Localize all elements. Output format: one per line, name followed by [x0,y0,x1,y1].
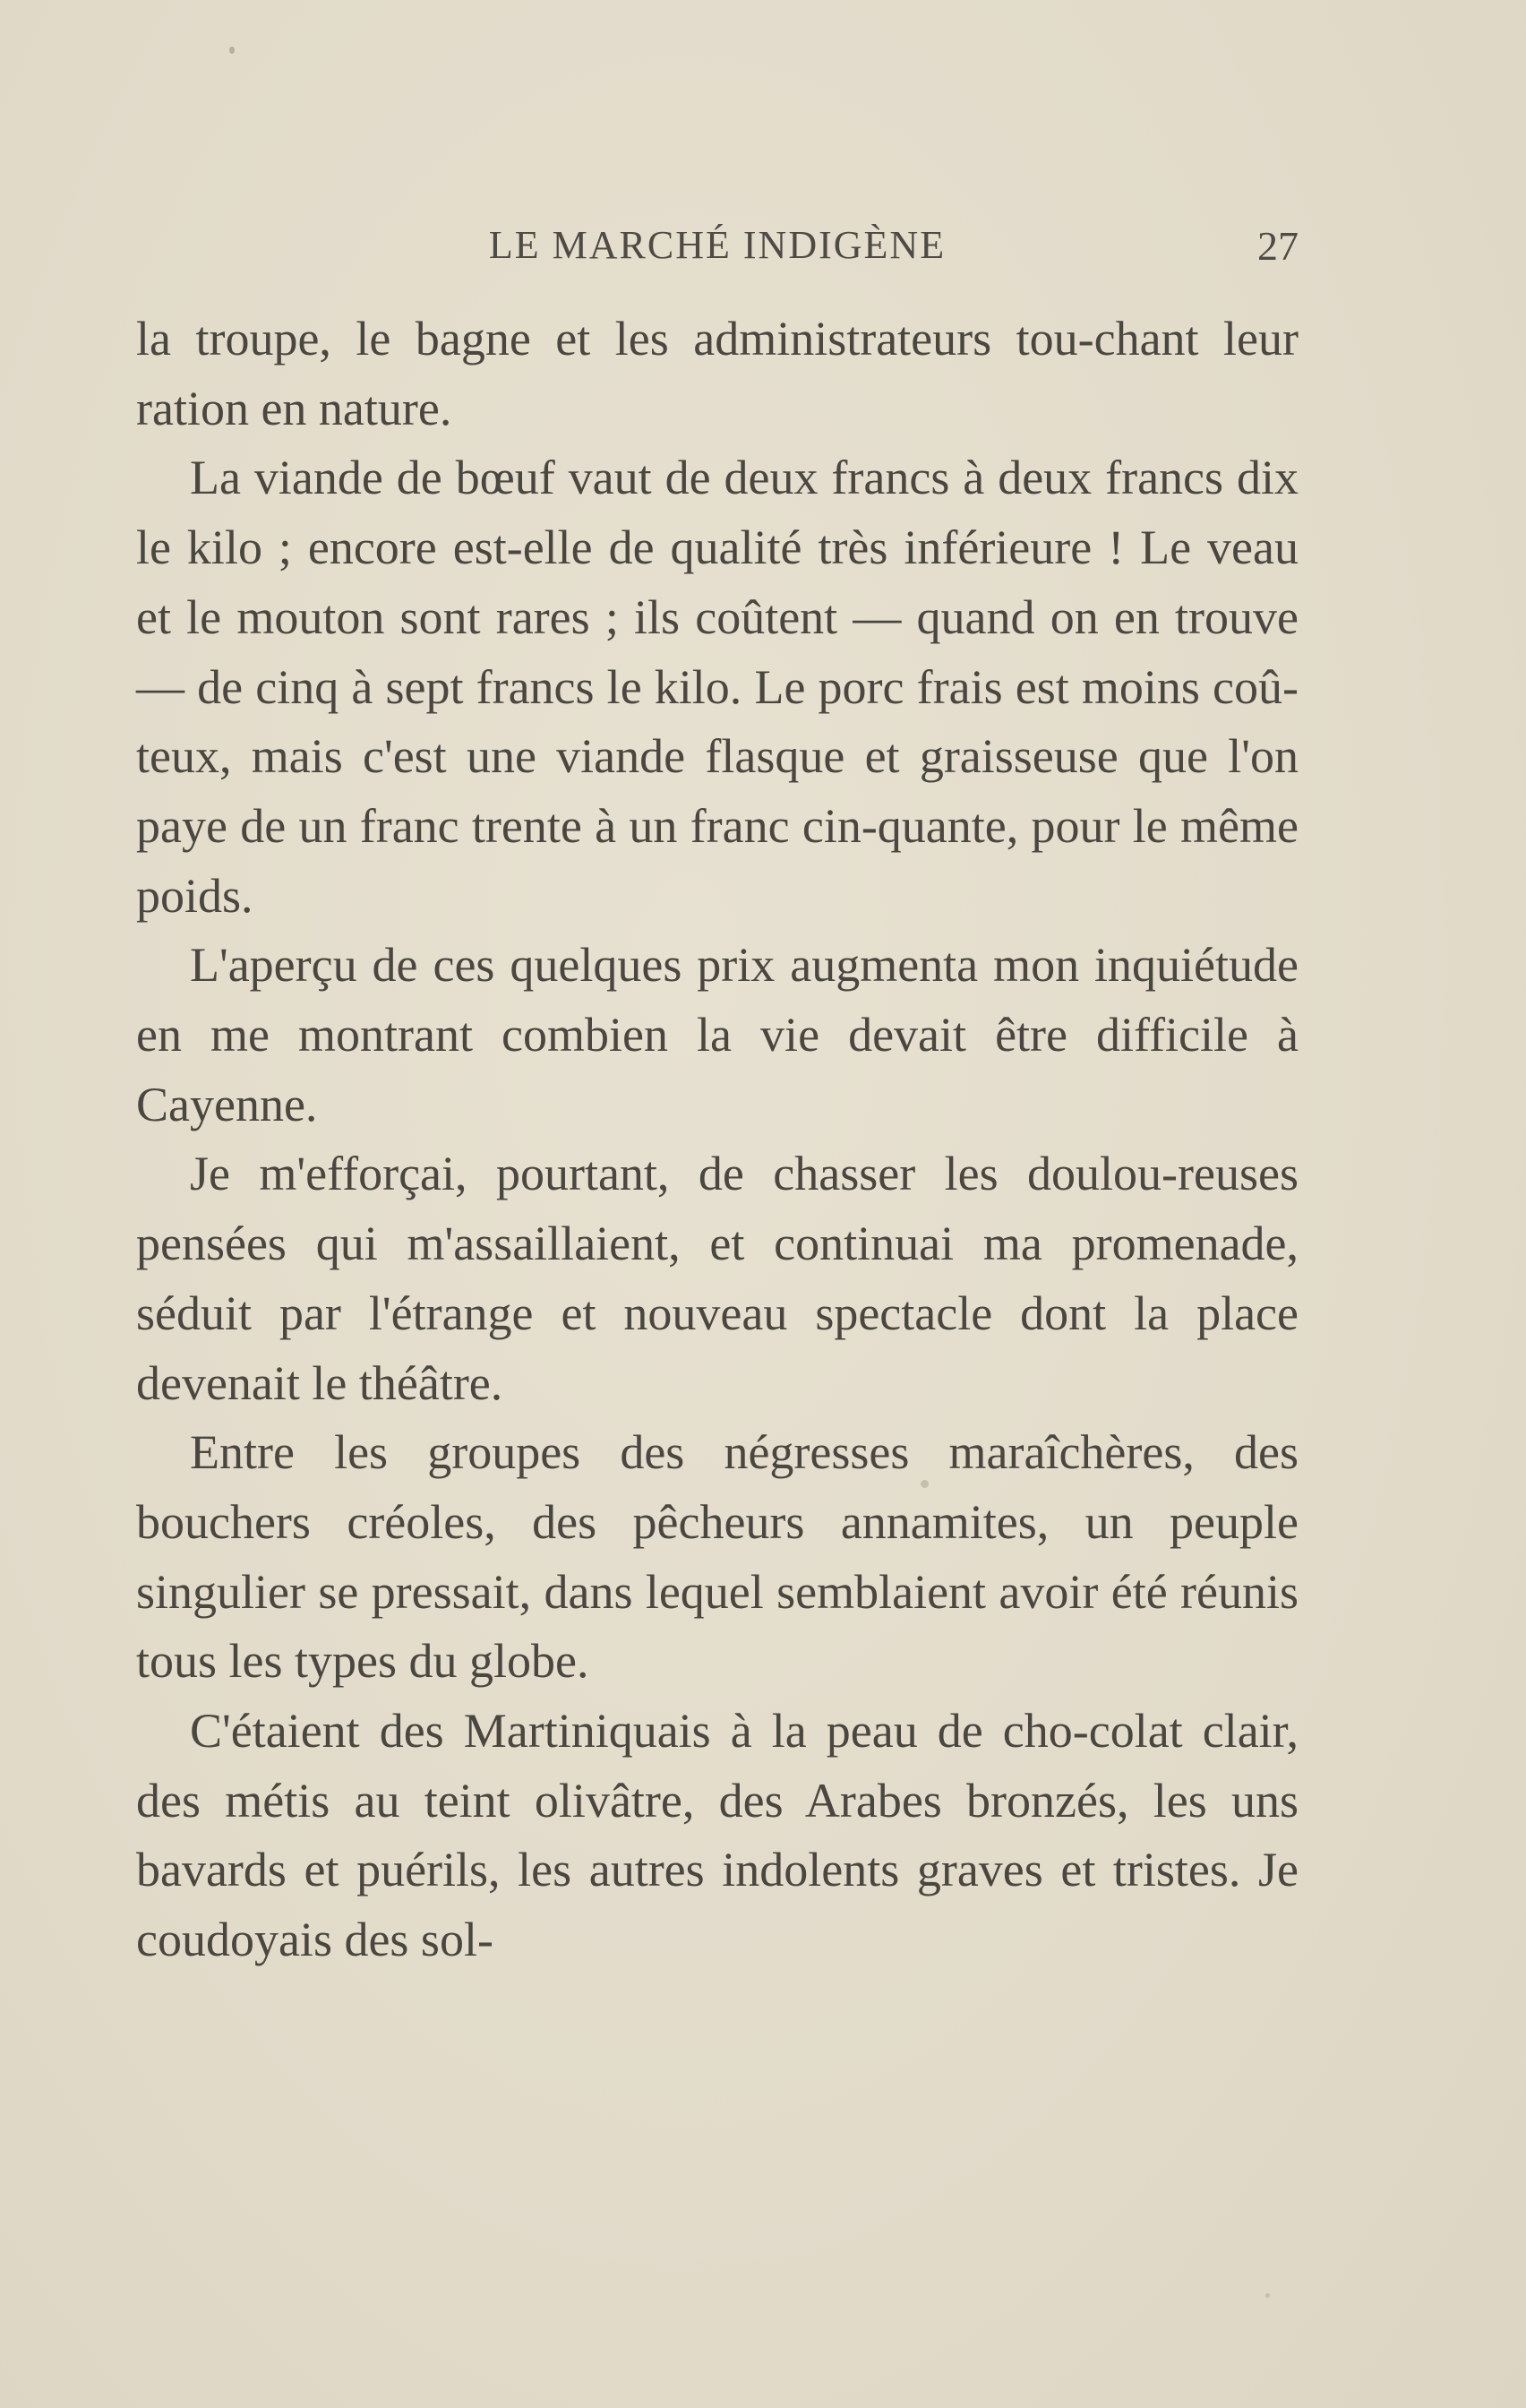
paragraph: La viande de bœuf vaut de deux francs à deux francs dix le kilo ; encore est-elle de qualité très inférieure ! Le veau et le mouton sont rares ; ils coûtent — quand on en trouve — de cinq à sept francs le kilo. Le porc frais est moins coû-teux, mais c'est une viande flasque et graisseuse que l'on paye de un franc trente à un franc cin-quante, pour le même poids. [136,451,1299,923]
body-text [136,305,1299,1975]
paper-speck [921,1480,929,1488]
paragraph: L'aperçu de ces quelques prix augmenta mon inquiétude en me montrant combien la vie devait être difficile à Cayenne. [136,938,1299,1131]
page-number: 27 [1257,223,1299,269]
running-title: LE MARCHÉ INDIGÈNE [488,223,947,267]
paper-speck [229,47,235,54]
paragraph-continued: la troupe, le bagne et les administrateurs tou-chant leur ration en nature. [136,312,1299,435]
paragraph: Je m'efforçai, pourtant, de chasser les doulou-reuses pensées qui m'assaillaient, et continuai ma promenade, séduit par l'étrange et nouveau spectacle dont la place devenait le théâtre. [136,1147,1299,1410]
paragraph: C'étaient des Martiniquais à la peau de cho-colat clair, des métis au teint olivâtre, des Arabes bronzés, les uns bavards et puérils, les autres indolents graves et tristes. Je coudoyais des sol- [136,1704,1299,1967]
paragraph: Entre les groupes des négresses maraîchères, des bouchers créoles, des pêcheurs annamites, un peuple singulier se pressait, dans lequel semblaient avoir été réunis tous les types du globe. [136,1425,1299,1689]
paper-speck [1265,2293,1270,2298]
page-header [136,213,1299,285]
